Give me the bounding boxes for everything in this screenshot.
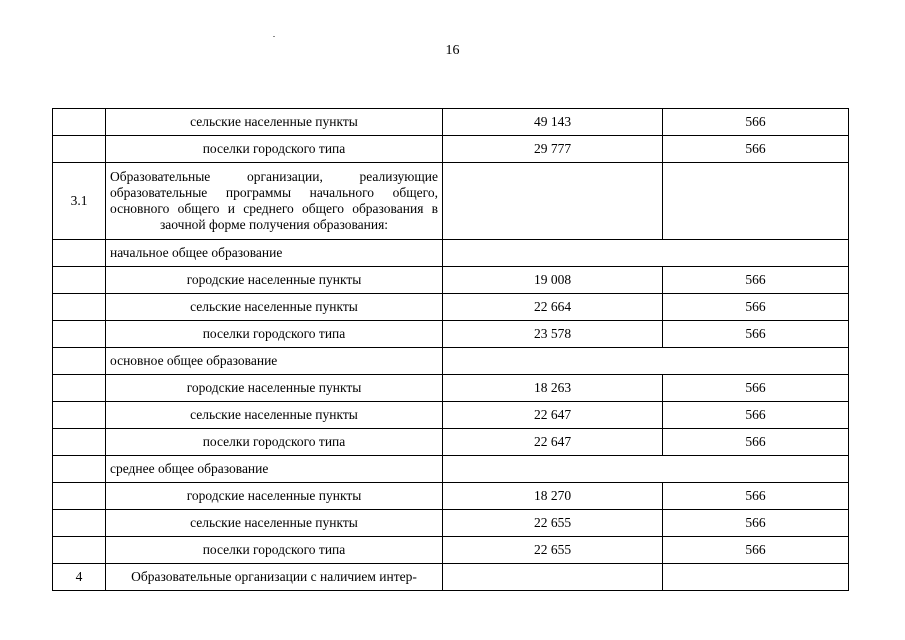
row-coefficient: 566 [663, 109, 849, 136]
row-number [53, 510, 106, 537]
row-name: сельские населенные пункты [106, 294, 443, 321]
row-coefficient: 566 [663, 136, 849, 163]
row-number [53, 136, 106, 163]
row-name: городские населенные пункты [106, 375, 443, 402]
table-row-subheading [53, 240, 849, 267]
row-number [53, 348, 106, 375]
table-row-subheading [53, 456, 849, 483]
table-row-subheading [53, 348, 849, 375]
table-row [53, 537, 849, 564]
row-coefficient: 566 [663, 375, 849, 402]
row-value: 19 008 [443, 267, 663, 294]
row-name: поселки городского типа [106, 136, 443, 163]
table-row [53, 402, 849, 429]
table-row [53, 109, 849, 136]
row-value: 29 777 [443, 136, 663, 163]
row-name: поселки городского типа [106, 537, 443, 564]
row-name: сельские населенные пункты [106, 510, 443, 537]
row-number [53, 402, 106, 429]
table-row [53, 564, 849, 591]
scan-speck [273, 36, 275, 37]
row-value: 22 647 [443, 429, 663, 456]
row-coefficient: 566 [663, 429, 849, 456]
row-value: 18 270 [443, 483, 663, 510]
row-name: Образовательные организации, реализующие образовательные программы начального общего, основного общего и среднего общего образования в заочной форме получения образования: [106, 163, 443, 240]
row-value: 22 647 [443, 402, 663, 429]
row-name: поселки городского типа [106, 321, 443, 348]
row-value: 49 143 [443, 109, 663, 136]
table-row [53, 510, 849, 537]
row-number: 3.1 [53, 163, 106, 240]
row-name: поселки городского типа [106, 429, 443, 456]
row-coefficient [663, 564, 849, 591]
row-empty-merged [443, 348, 849, 375]
page-number: 16 [445, 43, 460, 58]
row-number [53, 109, 106, 136]
row-value: 18 263 [443, 375, 663, 402]
row-coefficient: 566 [663, 267, 849, 294]
row-value [443, 564, 663, 591]
row-number [53, 456, 106, 483]
row-number [53, 294, 106, 321]
table-row [53, 267, 849, 294]
row-number [53, 429, 106, 456]
row-coefficient: 566 [663, 402, 849, 429]
normative-cost-table [52, 108, 849, 591]
table-row-section [53, 163, 849, 240]
row-subheading: среднее общее образование [106, 456, 443, 483]
row-number [53, 267, 106, 294]
row-empty-merged [443, 240, 849, 267]
row-value: 22 664 [443, 294, 663, 321]
table-row [53, 483, 849, 510]
row-number: 4 [53, 564, 106, 591]
row-value [443, 163, 663, 240]
row-name: городские населенные пункты [106, 267, 443, 294]
row-name: городские населенные пункты [106, 483, 443, 510]
table-row [53, 321, 849, 348]
table-row [53, 294, 849, 321]
row-number [53, 321, 106, 348]
table-row [53, 375, 849, 402]
row-coefficient: 566 [663, 294, 849, 321]
row-value: 23 578 [443, 321, 663, 348]
row-name: сельские населенные пункты [106, 109, 443, 136]
row-subheading: основное общее образование [106, 348, 443, 375]
row-coefficient: 566 [663, 321, 849, 348]
row-coefficient: 566 [663, 483, 849, 510]
table-row [53, 136, 849, 163]
row-subheading: начальное общее образование [106, 240, 443, 267]
row-empty-merged [443, 456, 849, 483]
row-coefficient: 566 [663, 537, 849, 564]
table-row [53, 429, 849, 456]
row-value: 22 655 [443, 510, 663, 537]
row-number [53, 375, 106, 402]
row-value: 22 655 [443, 537, 663, 564]
row-name: Образовательные организации с наличием интер- [106, 564, 443, 591]
row-number [53, 240, 106, 267]
row-name: сельские населенные пункты [106, 402, 443, 429]
row-number [53, 483, 106, 510]
row-coefficient: 566 [663, 510, 849, 537]
row-coefficient [663, 163, 849, 240]
row-number [53, 537, 106, 564]
